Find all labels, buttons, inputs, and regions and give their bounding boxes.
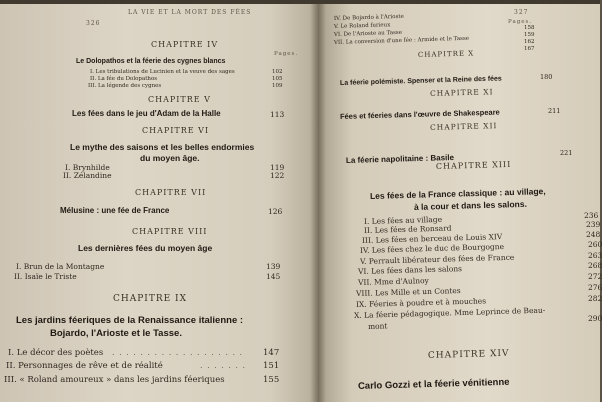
chapter-heading: CHAPITRE IX xyxy=(113,294,188,304)
book-gutter xyxy=(310,0,326,402)
toc-page: 105 xyxy=(272,76,283,82)
chapter-heading: CHAPITRE XII xyxy=(429,121,498,132)
toc-page: 102 xyxy=(272,69,283,75)
toc-page: 290 xyxy=(588,314,602,323)
toc-page: 139 xyxy=(266,262,281,271)
toc-entry: VIII. Les Mille et un Contes xyxy=(355,286,461,298)
toc-page: 109 xyxy=(272,83,283,89)
toc-entry: V. Perrault libérateur des fées de France xyxy=(359,252,515,266)
toc-entry: I. Le décor des poètes xyxy=(8,348,104,358)
chapter-heading: CHAPITRE XIV xyxy=(427,348,510,361)
chapter-title: Bojardo, l'Arioste et le Tasse. xyxy=(50,328,182,339)
chapter-heading: CHAPITRE X xyxy=(417,49,475,59)
leader-dots: . . . . . . . xyxy=(200,361,247,370)
chapter-heading: CHAPITRE V xyxy=(148,95,211,104)
left-pages-label: Pages. xyxy=(274,51,299,57)
toc-page: 126 xyxy=(268,207,283,216)
chapter-title: du moyen âge. xyxy=(140,153,200,163)
chapter-title: Les fées de la France classique : au village, xyxy=(369,186,546,201)
toc-entry: II. La fée du Dolopathos xyxy=(90,76,158,82)
chapter-heading: CHAPITRE XI xyxy=(429,87,494,98)
toc-page: 272 xyxy=(588,272,602,281)
right-page-number: 327 xyxy=(514,9,529,16)
toc-entry: IV. Les fées chez le duc de Bourgogne xyxy=(359,241,505,255)
chapter-title: La féerie polémiste. Spenser et la Reine des fées xyxy=(339,75,502,87)
toc-page: 211 xyxy=(548,107,561,115)
toc-page: 282 xyxy=(588,294,602,303)
chapter-title: Le Dolopathos et la féerie des cygnes blancs xyxy=(76,58,226,65)
chapter-title: La féerie napolitaine : Basile xyxy=(345,152,455,165)
chapter-heading: CHAPITRE XIII xyxy=(435,159,512,171)
toc-page: 236 xyxy=(584,211,599,220)
toc-page: 145 xyxy=(266,272,281,281)
toc-page: 276 xyxy=(588,283,602,292)
toc-page: 263 xyxy=(588,251,602,260)
toc-page: 151 xyxy=(263,361,280,371)
toc-entry: II. Isaïe le Triste xyxy=(14,272,77,281)
toc-entry: IV. De Bojardo à l'Arioste xyxy=(333,13,404,22)
chapter-heading: CHAPITRE IV xyxy=(151,40,219,49)
chapter-heading: CHAPITRE VI xyxy=(142,126,210,135)
left-running-head: LA VIE ET LA MORT DES FÉES xyxy=(128,9,252,16)
toc-page: 158 xyxy=(524,25,535,31)
toc-entry: X. La féerie pédagogique. Mme Leprince de Beau- xyxy=(353,305,546,320)
toc-page: 221 xyxy=(560,149,573,157)
toc-page: 260 xyxy=(588,240,602,249)
toc-page: 239 xyxy=(586,220,601,229)
toc-page: 147 xyxy=(263,348,280,358)
toc-entry: mont xyxy=(367,321,388,331)
toc-entry: III. Les fées en berceau de Louis XIV xyxy=(361,232,503,245)
right-page xyxy=(318,0,600,402)
right-pages-label: Pages. xyxy=(508,19,533,25)
top-edge xyxy=(0,0,600,4)
toc-entry: I. Brynhilde xyxy=(65,163,110,172)
toc-entry: VII. Mme d'Aulnoy xyxy=(357,276,429,287)
toc-entry: V. Le Roland furieux xyxy=(333,22,391,30)
chapter-title: Fées et féeries dans l'œuvre de Shakespeare xyxy=(339,107,500,121)
toc-page: 113 xyxy=(270,110,285,119)
chapter-title: Les fées dans le jeu d'Adam de la Halle xyxy=(72,109,221,118)
toc-page: 155 xyxy=(263,375,280,385)
toc-page: 119 xyxy=(270,163,285,172)
toc-page: 248 xyxy=(586,230,601,239)
chapter-heading: CHAPITRE VIII xyxy=(132,227,208,236)
toc-entry: I. Brun de la Montagne xyxy=(16,262,105,271)
toc-entry: II. Les fées de Ronsard xyxy=(363,223,452,235)
toc-page: 268 xyxy=(588,261,602,270)
chapter-title: Les dernières fées du moyen âge xyxy=(78,243,213,253)
toc-entry: II. Personnages de rêve et de réalité xyxy=(6,361,163,371)
toc-page: 159 xyxy=(524,32,535,38)
toc-entry: II. Zélandine xyxy=(63,171,112,180)
toc-entry: VII. La conversion d'une fée : Armide et le Tasse xyxy=(333,35,470,46)
left-page-number: 326 xyxy=(86,20,101,27)
toc-entry: IX. Féeries à poudre et à mouches xyxy=(355,296,487,309)
chapter-title: à la cour et dans les salons. xyxy=(413,198,528,212)
toc-entry: VI. Les fées dans les salons xyxy=(357,264,463,276)
leader-dots: . . . . . . . . . . . . . . . . . . . xyxy=(112,348,244,357)
toc-entry: III. « Roland amoureux » dans les jardins féeriques xyxy=(4,375,225,385)
chapter-title: Le mythe des saisons et les belles endormies xyxy=(70,142,255,152)
toc-entry: VI. De l'Arioste au Tasse xyxy=(333,29,403,38)
toc-entry: I. Les tribulations de Lucinien et la veuve des sages xyxy=(90,69,235,75)
toc-page: 122 xyxy=(270,171,285,180)
toc-page: 162 xyxy=(524,39,535,45)
toc-page: 167 xyxy=(524,46,535,52)
chapter-title: Carlo Gozzi et la féerie vénitienne xyxy=(357,376,510,392)
toc-page: 180 xyxy=(540,73,553,81)
chapter-heading: CHAPITRE VII xyxy=(135,188,207,197)
chapter-title: Mélusine : une fée de France xyxy=(60,206,170,215)
chapter-title: Les jardins féeriques de la Renaissance italienne : xyxy=(16,315,244,326)
toc-entry: I. Les fées au village xyxy=(363,214,443,226)
toc-entry: III. La légende des cygnes xyxy=(88,83,162,89)
